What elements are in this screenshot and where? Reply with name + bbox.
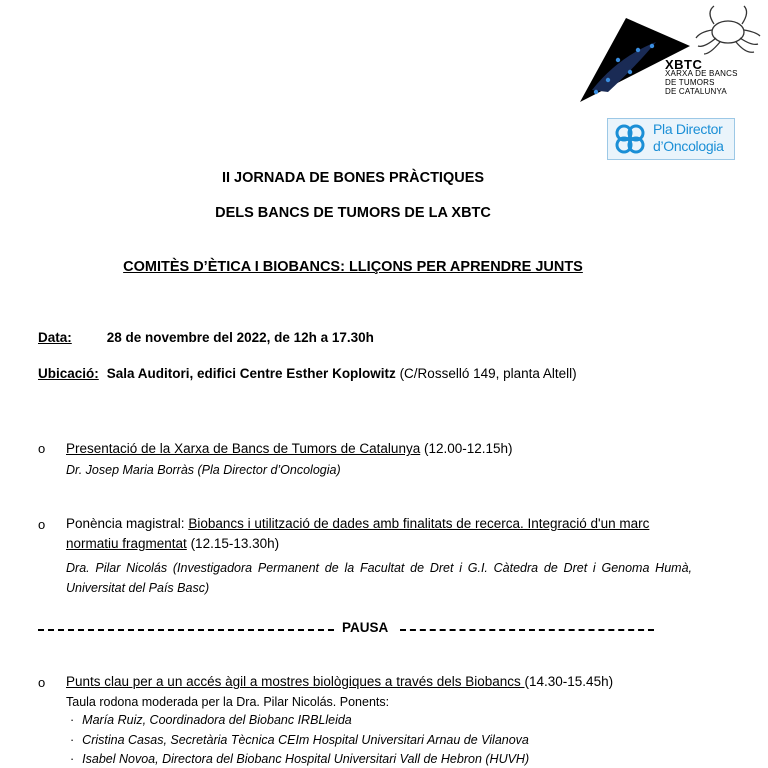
program-item-2 — [66, 514, 692, 554]
item2-speaker: Dra. Pilar Nicolás (Investigadora Permanent de la Facultat de Dret i G.I. Càtedra de Dret i Genoma Humà, Universitat del País Basc) — [66, 561, 692, 595]
title-line-2: DELS BANCS DE TUMORS DE LA XBTC — [215, 205, 491, 221]
pause-label: PAUSA — [342, 620, 389, 635]
item2-time: (12.15-13.30h) — [186, 536, 280, 551]
pla-director-text — [653, 121, 724, 155]
location-row — [38, 366, 577, 381]
ponent-bullet: · — [70, 752, 75, 766]
location-value-rest: (C/Rosselló 149, planta Altell) — [395, 366, 577, 381]
item2-title: Biobancs i utilització de dades amb finalitats de recerca. Integració d'un marc normatiu fragmentat — [66, 516, 650, 551]
pla-director-logo — [607, 118, 735, 160]
ponent-3-text: Isabel Novoa, Directora del Biobanc Hospital Universitari Vall de Hebron (HUVH) — [82, 752, 530, 766]
xbtc-line3: DE CATALUNYA — [665, 87, 727, 96]
pause-divider — [38, 620, 654, 640]
xbtc-logo — [578, 2, 762, 108]
ponent-1-text: María Ruiz, Coordinadora del Biobanc IRBLleida — [82, 713, 352, 727]
date-row — [38, 330, 374, 345]
title-line-1: II JORNADA DE BONES PRÀCTIQUES — [221, 170, 485, 186]
ponent-3 — [70, 752, 529, 766]
item3-time: (14.30-15.45h) — [524, 674, 614, 689]
bullet-2: o — [38, 517, 46, 532]
location-label: Ubicació: — [38, 366, 99, 381]
xbtc-logo-text — [665, 57, 738, 96]
item1-speaker: Dr. Josep Maria Borràs (Pla Director d’Oncologia) — [66, 463, 341, 477]
xbtc-line2: DE TUMORS — [665, 78, 715, 87]
date-label: Data: — [38, 330, 72, 345]
program-item-1 — [66, 439, 692, 459]
bullet-3: o — [38, 675, 46, 690]
xbtc-line1: XARXA DE BANCS — [665, 69, 738, 78]
ponent-bullet: · — [70, 733, 75, 747]
program-item-3 — [66, 672, 692, 692]
item2-prefix: Ponència magistral: — [66, 516, 189, 531]
ponent-2 — [70, 733, 529, 747]
pause-line-left — [38, 629, 334, 631]
pause-line-right — [400, 629, 654, 631]
pla-director-knot-icon — [612, 122, 650, 156]
item1-title: Presentació de la Xarxa de Bancs de Tumors de Catalunya — [66, 441, 421, 456]
item1-time: (12.00-12.15h) — [420, 441, 513, 456]
subtitle: COMITÈS D’ÈTICA I BIOBANCS: LLIÇONS PER APRENDRE JUNTS — [123, 259, 583, 275]
ponent-1 — [70, 713, 352, 727]
item3-moderator: Taula rodona moderada per la Dra. Pilar Nicolás. Ponents: — [66, 695, 390, 709]
xbtc-abbr: XBTC — [665, 57, 703, 72]
pla-line1: Pla Director — [653, 121, 723, 137]
ponent-bullet: · — [70, 713, 75, 727]
location-value-bold: Sala Auditori, edifici Centre Esther Koplowitz — [106, 366, 396, 381]
item3-title: Punts clau per a un accés àgil a mostres biològiques a través dels Biobancs — [66, 674, 525, 689]
bullet-1: o — [38, 441, 46, 456]
ponent-2-text: Cristina Casas, Secretària Tècnica CEIm Hospital Universitari Arnau de Vilanova — [82, 733, 529, 747]
date-value: 28 de novembre del 2022, de 12h a 17.30h — [106, 330, 374, 345]
pla-line2: d’Oncologia — [653, 138, 724, 154]
